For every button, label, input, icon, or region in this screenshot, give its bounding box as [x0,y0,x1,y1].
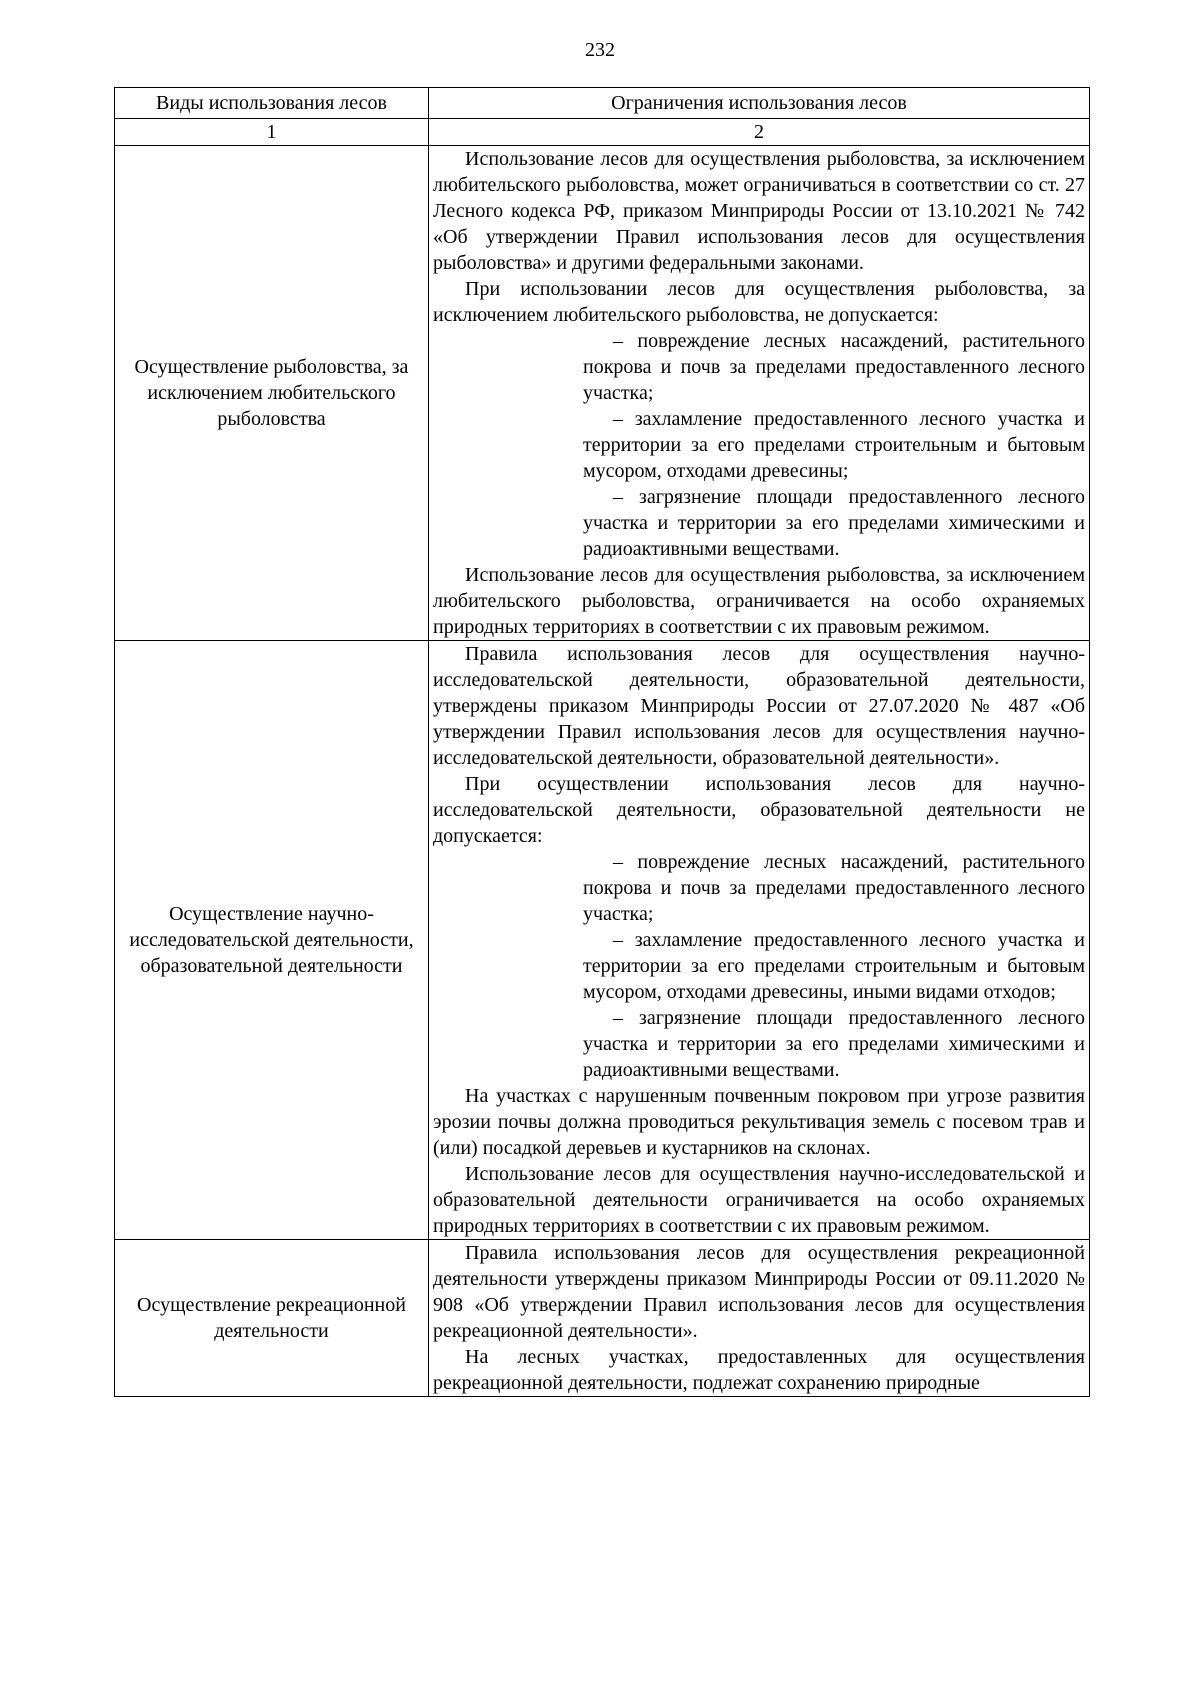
bullet-item: – захламление предоставленного лесного участка и территории за его пределами строительным и бытовым мусором, отходами древесины, иными видами отходов; [583,929,1085,1003]
restrictions-cell [429,641,1090,1240]
paragraph: Правила использования лесов для осуществления научно-исследовательской деятельности, образовательной деятельности, утверждены приказом Минприроды России от 27.07.2020 № 487 «Об утверждении Правил использования лесов для осуществления научно-исследовательской деятельности, образовательной деятельности». [433,643,1085,769]
column-header-restrictions: Ограничения использования лесов [429,88,1090,119]
table-row [115,641,1090,1240]
restrictions-cell [429,1240,1090,1397]
bullet-item: – повреждение лесных насаждений, растительного покрова и почв за пределами предоставленного лесного участка; [583,851,1085,925]
column-number-1: 1 [115,119,429,146]
page-number: 232 [585,39,615,61]
bullet-item: – загрязнение площади предоставленного лесного участка и территории за его пределами химическими и радиоактивными веществами. [583,1007,1085,1081]
paragraph: Использование лесов для осуществления научно-исследовательской и образовательной деятельности ограничивается на особо охраняемых природных территориях в соответствии с их правовым режимом. [433,1163,1085,1237]
forest-use-table [114,87,1090,1397]
use-type-cell: Осуществление рекреационной деятельности [115,1240,429,1397]
bullet-item: – повреждение лесных насаждений, растительного покрова и почв за пределами предоставленного лесного участка; [583,330,1085,404]
bullet-item: – загрязнение площади предоставленного лесного участка и территории за его пределами химическими и радиоактивными веществами. [583,486,1085,560]
use-type-cell: Осуществление научно-исследовательской деятельности, образовательной деятельности [115,641,429,1240]
bullet-item: – захламление предоставленного лесного участка и территории за его пределами строительным и бытовым мусором, отходами древесины; [583,408,1085,482]
paragraph: Правила использования лесов для осуществления рекреационной деятельности утверждены приказом Минприроды России от 09.11.2020 № 908 «Об утверждении Правил использования лесов для осуществления рекреационной деятельности». [433,1242,1085,1342]
paragraph: При осуществлении использования лесов для научно-исследовательской деятельности, образовательной деятельности не допускается: [433,773,1085,847]
paragraph: На лесных участках, предоставленных для осуществления рекреационной деятельности, подлежат сохранению природные [433,1346,1085,1394]
column-number-2: 2 [429,119,1090,146]
table-row [115,146,1090,641]
column-number-row [115,119,1090,146]
column-header-use-types: Виды использования лесов [115,88,429,119]
paragraph: Использование лесов для осуществления рыболовства, за исключением любительского рыболовства, может ограничиваться в соответствии со ст. 27 Лесного кодекса РФ, приказом Минприроды России от 13.10.2021 № 742 «Об утверждении Правил использования лесов для осуществления рыболовства» и другими федеральными законами. [433,148,1085,274]
paragraph: При использовании лесов для осуществления рыболовства, за исключением любительского рыболовства, не допускается: [433,278,1085,326]
paragraph: На участках с нарушенным почвенным покровом при угрозе развития эрозии почвы должна проводиться рекультивация земель с посевом трав и (или) посадкой деревьев и кустарников на склонах. [433,1085,1085,1159]
table-row [115,1240,1090,1397]
table-header-row [115,88,1090,119]
restrictions-cell [429,146,1090,641]
paragraph: Использование лесов для осуществления рыболовства, за исключением любительского рыболовства, ограничивается на особо охраняемых природных территориях в соответствии с их правовым режимом. [433,564,1085,638]
use-type-cell: Осуществление рыболовства, за исключением любительского рыболовства [115,146,429,641]
